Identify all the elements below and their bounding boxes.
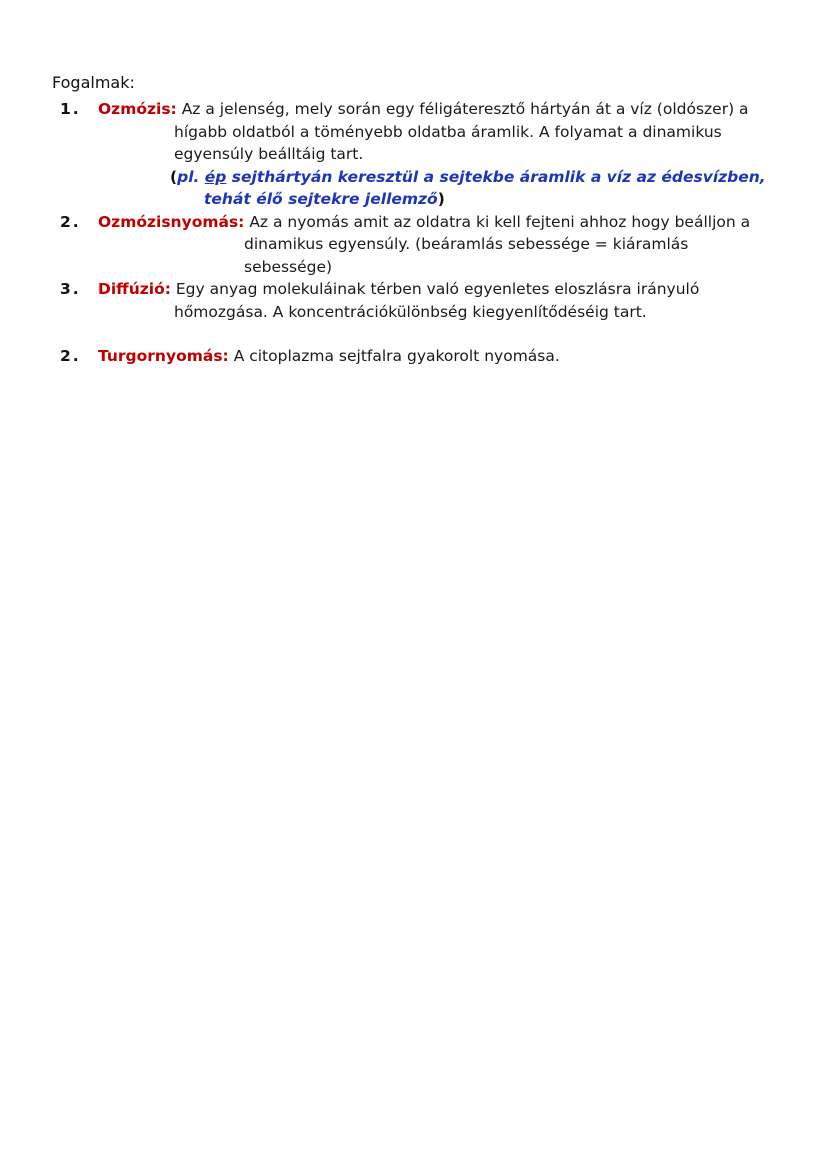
term-label: Ozmózis: (98, 100, 177, 119)
definition-text (98, 98, 772, 165)
item-body (98, 98, 772, 210)
concept-list (52, 98, 772, 367)
item-body (98, 278, 772, 323)
item-number: 3. (60, 280, 81, 299)
item-number: 1. (60, 100, 81, 119)
item-body (98, 211, 772, 278)
definition-value: Egy anyag molekuláinak térben való egyenletes eloszlásra irányuló hőmozgása. A koncentrációkülönbség kiegyenlítődéséig tart. (174, 280, 700, 321)
list-item (52, 211, 772, 278)
term-label: Turgornyomás: (98, 347, 229, 366)
note-line2-text: tehát élő sejtekre jellemző (204, 190, 438, 209)
note-line-2 (204, 188, 772, 210)
item-number: 2. (60, 347, 81, 366)
list-item (52, 345, 772, 367)
note-pl: pl. (177, 167, 205, 186)
list-item (52, 278, 772, 323)
definition-value: A citoplazma sejtfalra gyakorolt nyomása. (233, 347, 560, 366)
item-number: 2. (60, 212, 81, 231)
list-item (52, 98, 772, 210)
note-open-paren: ( (170, 167, 178, 186)
note-underlined-word: ép (204, 167, 227, 186)
definition-value: Az a jelenség, mely során egy féligáteresztő hártyán át a víz (oldószer) a hígabb oldatból a töményebb oldatba áramlik. A folyamat a dinamikus egyensúly beálltáig tart. (174, 100, 749, 164)
definition-text (98, 345, 772, 367)
definition-text (98, 211, 772, 278)
note (170, 166, 772, 211)
definition-value: Az a nyomás amit az oldatra ki kell fejteni ahhoz hogy beálljon a dinamikus egyensúly. (beáramlás sebessége = kiáramlás sebessége) (244, 212, 751, 276)
page-title: Fogalmak: (52, 73, 135, 92)
note-line1-text: sejthártyán keresztül a sejtekbe áramlik a víz az édesvízben, (226, 167, 766, 186)
note-close-paren: ) (437, 190, 445, 209)
note-line-1 (170, 166, 772, 188)
item-body (98, 345, 772, 367)
term-label: Diffúzió: (98, 280, 171, 299)
term-label: Ozmózisnyomás: (98, 212, 245, 231)
definition-text (98, 278, 772, 323)
